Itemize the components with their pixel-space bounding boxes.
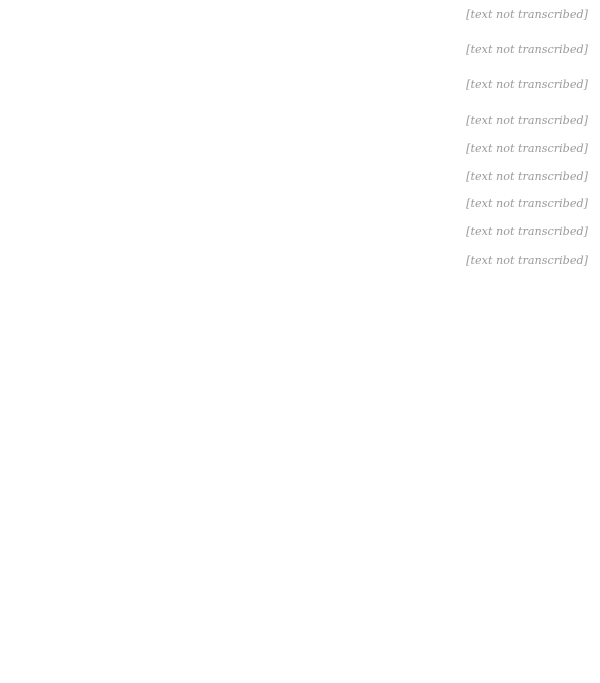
- poem-line-2: [text not transcribed]: [466, 197, 588, 211]
- paragraph-3: [text not transcribed]: [466, 78, 588, 92]
- paragraph-4: [text not transcribed]: [466, 113, 588, 127]
- paragraph-2: [text not transcribed]: [466, 43, 588, 57]
- paragraph-7: [text not transcribed]: [466, 253, 588, 267]
- paragraph-1: [text not transcribed]: [466, 8, 588, 21]
- poem-line-1: [text not transcribed]: [466, 170, 588, 184]
- paragraph-6: [text not transcribed]: [466, 225, 588, 239]
- paragraph-5: [text not transcribed]: [466, 141, 588, 155]
